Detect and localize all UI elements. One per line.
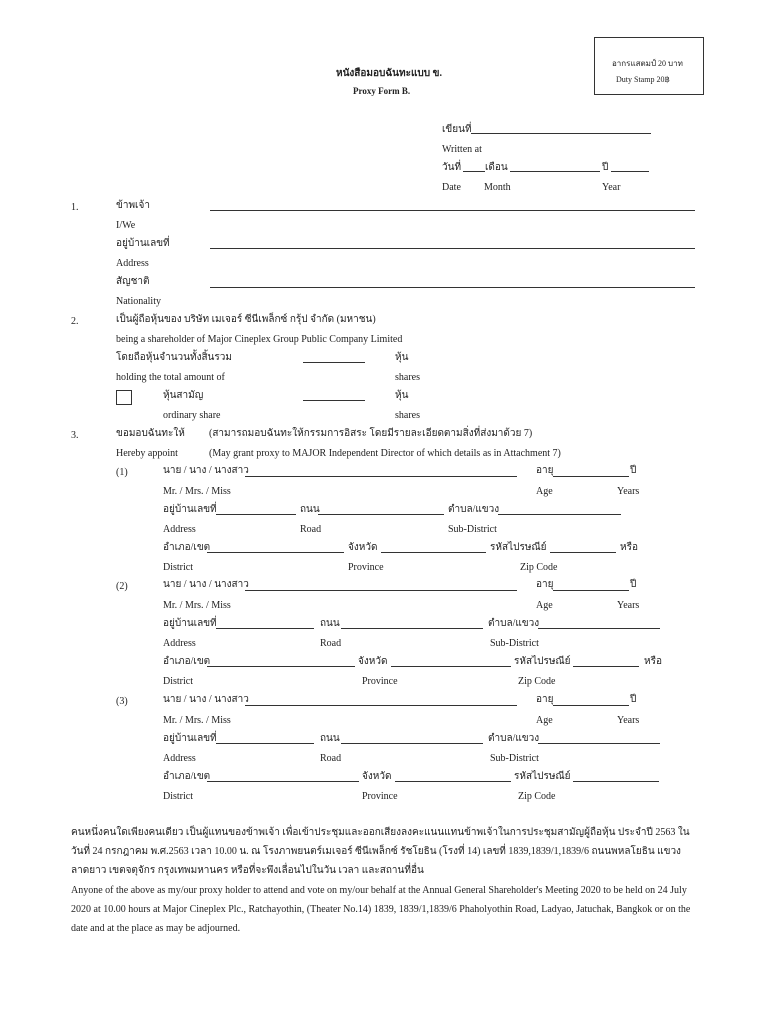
section-1-number: 1. [71, 202, 79, 213]
month-label-en: Month [484, 182, 511, 193]
proxy-2-label: (2) [116, 581, 128, 592]
nationality-label-en: Nationality [116, 296, 161, 307]
proxy-1-name-field[interactable] [245, 476, 517, 477]
month-field[interactable] [510, 171, 600, 172]
proxy-2-address-label-th: อยู่บ้านเลขที่ [163, 618, 217, 629]
proxy-1-age-label-en: Age [536, 486, 553, 497]
ordinary-shares-field[interactable] [303, 400, 365, 401]
proxy-2-subdistrict-label-th: ตำบล/แขวง [488, 618, 540, 629]
proxy-3-name-label-th: นาย / นาง / นางสาว [163, 694, 249, 705]
proxy-3-address-label-en: Address [163, 753, 196, 764]
shareholder-line-th: เป็นผู้ถือหุ้นของ บริษัท เมเจอร์ ซีนีเพล็กซ์ กรุ้ป จำกัด (มหาชน) [116, 314, 376, 325]
total-shares-field[interactable] [303, 362, 365, 363]
proxy-1-address-label-th: อยู่บ้านเลขที่ [163, 504, 217, 515]
proxy-3-address-label-th: อยู่บ้านเลขที่ [163, 733, 217, 744]
appoint-note-en: (May grant proxy to MAJOR Independent Director of which details as in Attachment 7) [209, 448, 561, 459]
closing-paragraph-th: คนหนึ่งคนใดเพียงคนเดียว เป็นผู้แทนของข้าพเจ้า เพื่อเข้าประชุมและออกเสียงลงคะแนนแทนข้าพเจ้าในการประชุมสามัญผู้ถือหุ้น ประจำปี 2563 ในวันที่ 24 กรกฎาคม พ.ศ.2563 เวลา 10.00 น. ณ โรงภาพยนตร์เมเจอร์ ซีนีเพล็กซ์ รัชโยธิน (โรงที่ 14) เลขที่ 1839,1839/1,1839/6 ถนนพหลโยธิน แขวงลาดยาว เขตจตุจักร กรุงเทพมหานคร หรือที่จะพึงเลื่อนไปในวัน เวลา และสถานที่อื่น [71, 827, 690, 876]
stamp-line-en: Duty Stamp 20฿ [616, 75, 670, 84]
proxy-1-name-label-en: Mr. / Mrs. / Miss [163, 486, 231, 497]
iwe-field[interactable] [210, 210, 695, 211]
year-field[interactable] [611, 171, 649, 172]
proxy-1-or-label: หรือ [620, 542, 638, 553]
proxy-2-subdistrict-label-en: Sub-District [490, 638, 539, 649]
proxy-2-name-label-en: Mr. / Mrs. / Miss [163, 600, 231, 611]
proxy-3-name-field[interactable] [245, 705, 517, 706]
date-label-th: วันที่ [442, 162, 462, 173]
proxy-1-subdistrict-label-th: ตำบล/แขวง [448, 504, 500, 515]
proxy-2-district-label-th: อำเภอ/เขต [163, 656, 211, 667]
appoint-label-en: Hereby appoint [116, 448, 178, 459]
proxy-2-subdistrict-field[interactable] [538, 628, 660, 629]
proxy-1-age-label-th: อายุ [536, 465, 554, 476]
proxy-1-road-field[interactable] [318, 514, 444, 515]
month-label-th: เดือน [485, 162, 508, 173]
proxy-2-years-label-en: Years [617, 600, 640, 611]
ordinary-shares-unit-en: shares [395, 410, 420, 421]
proxy-3-years-label-th: ปี [630, 694, 637, 705]
section-3-number: 3. [71, 430, 79, 441]
written-at-label-en: Written at [442, 144, 482, 155]
proxy-3-province-field[interactable] [395, 781, 511, 782]
appoint-label-th: ขอมอบฉันทะให้ [116, 428, 185, 439]
ordinary-label-en: ordinary share [163, 410, 221, 421]
proxy-3-subdistrict-field[interactable] [538, 743, 660, 744]
proxy-2-or-label: หรือ [644, 656, 662, 667]
holding-label-th: โดยถือหุ้นจำนวนทั้งสิ้นรวม [116, 352, 232, 363]
proxy-3-subdistrict-label-en: Sub-District [490, 753, 539, 764]
proxy-1-address-label-en: Address [163, 524, 196, 535]
proxy-2-years-label-th: ปี [630, 579, 637, 590]
form-title-th: หนังสือมอบฉันทะแบบ ข. [336, 68, 442, 79]
proxy-3-name-label-en: Mr. / Mrs. / Miss [163, 715, 231, 726]
proxy-3-label: (3) [116, 696, 128, 707]
iwe-label-en: I/We [116, 220, 136, 231]
ordinary-share-checkbox[interactable] [116, 390, 132, 405]
proxy-1-name-label-th: นาย / นาง / นางสาว [163, 465, 249, 476]
closing-paragraph-en: Anyone of the above as my/our proxy holder to attend and vote on my/our behalf at the Annual General Shareholder's Meeting 2020 to be held on 24 July 2020 at 10.00 hours at Major Cineplex Plc., Ratchayothin, (Theater No.14) 1839, 1839/1,1839/6 Phaholyothin Road, Ladyao, Jatuchak, Bangkok or on the date and at the place as may be adjourned. [71, 885, 691, 934]
proxy-2-road-field[interactable] [341, 628, 483, 629]
shares-label-en: shares [395, 372, 420, 383]
proxy-3-zip-label-en: Zip Code [518, 791, 556, 802]
proxy-1-age-field[interactable] [553, 476, 629, 477]
date-label-en: Date [442, 182, 461, 193]
proxy-2-age-field[interactable] [553, 590, 629, 591]
proxy-2-province-label-en: Province [362, 676, 398, 687]
address-field[interactable] [210, 248, 695, 249]
proxy-2-province-field[interactable] [391, 666, 511, 667]
proxy-3-province-label-th: จังหวัด [362, 771, 392, 782]
proxy-2-zip-label-th: รหัสไปรษณีย์ [514, 656, 571, 667]
proxy-3-age-label-en: Age [536, 715, 553, 726]
proxy-3-age-field[interactable] [553, 705, 629, 706]
proxy-3-years-label-en: Years [617, 715, 640, 726]
proxy-1-label: (1) [116, 467, 128, 478]
proxy-3-age-label-th: อายุ [536, 694, 554, 705]
holding-label-en: holding the total amount of [116, 372, 225, 383]
proxy-3-zip-field[interactable] [573, 781, 659, 782]
proxy-3-zip-label-th: รหัสไปรษณีย์ [514, 771, 571, 782]
stamp-line-th: อากรแสตมป์ 20 บาท [612, 59, 683, 68]
proxy-1-district-field[interactable] [207, 552, 344, 553]
proxy-3-road-label-th: ถนน [320, 733, 340, 744]
proxy-1-province-label-th: จังหวัด [348, 542, 378, 553]
proxy-1-years-label-th: ปี [630, 465, 637, 476]
date-field[interactable] [463, 171, 485, 172]
proxy-1-province-label-en: Province [348, 562, 384, 573]
written-at-field[interactable] [471, 133, 651, 134]
proxy-1-zip-label-th: รหัสไปรษณีย์ [490, 542, 547, 553]
ordinary-shares-unit-th: หุ้น [395, 390, 409, 401]
proxy-1-district-label-en: District [163, 562, 193, 573]
shareholder-line-en: being a shareholder of Major Cineplex Group Public Company Limited [116, 334, 403, 345]
proxy-1-road-label-en: Road [300, 524, 322, 535]
proxy-3-district-label-th: อำเภอ/เขต [163, 771, 211, 782]
proxy-2-address-label-en: Address [163, 638, 196, 649]
proxy-1-years-label-en: Years [617, 486, 640, 497]
proxy-1-road-label-th: ถนน [300, 504, 320, 515]
proxy-3-subdistrict-label-th: ตำบล/แขวง [488, 733, 540, 744]
proxy-3-district-label-en: District [163, 791, 193, 802]
nationality-label-th: สัญชาติ [116, 276, 150, 287]
address-label-th: อยู่บ้านเลขที่ [116, 238, 170, 249]
year-label-en: Year [602, 182, 621, 193]
proxy-1-address-field[interactable] [216, 514, 296, 515]
proxy-3-address-field[interactable] [216, 743, 314, 744]
proxy-2-road-label-th: ถนน [320, 618, 340, 629]
year-label-th: ปี [602, 162, 609, 173]
proxy-3-province-label-en: Province [362, 791, 398, 802]
proxy-2-zip-label-en: Zip Code [518, 676, 556, 687]
proxy-3-district-field[interactable] [207, 781, 359, 782]
proxy-1-zip-label-en: Zip Code [520, 562, 558, 573]
written-at-label-th: เขียนที่ [442, 124, 472, 135]
shares-label-th: หุ้น [395, 352, 409, 363]
proxy-1-province-field[interactable] [381, 552, 486, 553]
proxy-2-district-field[interactable] [207, 666, 355, 667]
nationality-field[interactable] [210, 287, 695, 288]
proxy-3-road-label-en: Road [320, 753, 342, 764]
proxy-1-district-label-th: อำเภอ/เขต [163, 542, 211, 553]
proxy-2-address-field[interactable] [216, 628, 314, 629]
section-2-number: 2. [71, 316, 79, 327]
proxy-1-subdistrict-label-en: Sub-District [448, 524, 497, 535]
proxy-2-province-label-th: จังหวัด [358, 656, 388, 667]
ordinary-label-th: หุ้นสามัญ [163, 390, 204, 401]
proxy-2-name-field[interactable] [245, 590, 517, 591]
iwe-label-th: ข้าพเจ้า [116, 200, 150, 211]
proxy-1-zip-field[interactable] [550, 552, 616, 553]
proxy-2-zip-field[interactable] [573, 666, 639, 667]
form-title-en: Proxy Form B. [353, 86, 411, 96]
proxy-2-age-label-en: Age [536, 600, 553, 611]
proxy-1-subdistrict-field[interactable] [498, 514, 621, 515]
proxy-2-name-label-th: นาย / นาง / นางสาว [163, 579, 249, 590]
proxy-2-road-label-en: Road [320, 638, 342, 649]
proxy-2-district-label-en: District [163, 676, 193, 687]
address-label-en: Address [116, 258, 149, 269]
appoint-note-th: (สามารถมอบฉันทะให้กรรมการอิสระ โดยมีรายละเอียดตามสิ่งที่ส่งมาด้วย 7) [209, 428, 533, 439]
proxy-3-road-field[interactable] [341, 743, 483, 744]
proxy-2-age-label-th: อายุ [536, 579, 554, 590]
